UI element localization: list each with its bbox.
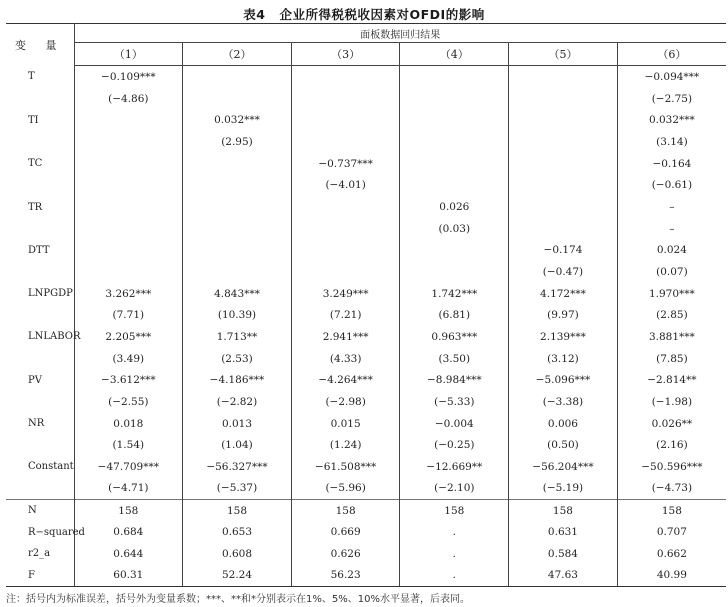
regression-table xyxy=(6,23,726,587)
coef-cell: 0.032*** xyxy=(648,114,695,127)
se-cell: (−4.71) xyxy=(74,478,183,500)
stat-cell: 0.644 xyxy=(74,543,183,565)
se-cell xyxy=(400,132,509,153)
coef-cell: 4.843*** xyxy=(183,282,292,304)
stat-cell: 158 xyxy=(74,499,183,521)
se-cell xyxy=(509,175,618,196)
coef-cell: −4.186*** xyxy=(183,369,292,391)
se-cell: (−0.61) xyxy=(651,179,693,192)
se-cell: (2.85) xyxy=(656,309,688,322)
table-row xyxy=(6,66,726,89)
table-row xyxy=(6,109,726,131)
variable-name: NR xyxy=(6,412,74,434)
coef-cell: 2.941*** xyxy=(291,326,400,348)
se-cell: (−2.82) xyxy=(183,391,292,412)
table-title-text: 企业所得税税收因素对OFDI的影响 xyxy=(279,7,485,22)
coef-cell xyxy=(291,196,400,218)
se-cell xyxy=(74,175,183,196)
table-row xyxy=(6,218,726,239)
se-cell: (−2.10) xyxy=(400,478,509,500)
se-cell xyxy=(183,88,292,109)
variable-name: LNPGDP xyxy=(6,282,74,304)
variable-name: F xyxy=(6,564,74,586)
variable-name-blank xyxy=(6,88,74,109)
se-cell: (−4.86) xyxy=(74,88,183,109)
coef-cell: −4.264*** xyxy=(291,369,400,391)
table-row xyxy=(6,521,726,543)
se-cell: (−5.37) xyxy=(183,478,292,500)
coef-cell: −0.164 xyxy=(652,157,692,170)
coef-cell: 0.032*** xyxy=(183,109,292,131)
stat-cell: . xyxy=(400,521,509,543)
stat-cell: 158 xyxy=(617,499,726,521)
se-cell: (2.53) xyxy=(183,348,292,369)
se-cell: (−2.98) xyxy=(291,391,400,412)
table-row xyxy=(6,153,726,175)
stat-cell: . xyxy=(400,543,509,565)
coef-cell: −56.327*** xyxy=(183,456,292,478)
model-header-6: （6） xyxy=(617,43,726,66)
variable-name: r2_a xyxy=(6,543,74,565)
coef-cell xyxy=(509,153,618,175)
table-row xyxy=(6,369,726,391)
coef-cell: −5.096*** xyxy=(509,369,618,391)
stat-cell: 0.631 xyxy=(509,521,618,543)
se-cell: (3.14) xyxy=(656,136,688,149)
model-header-5: （5） xyxy=(509,43,618,66)
coef-cell: 0.963*** xyxy=(400,326,509,348)
coef-cell xyxy=(74,153,183,175)
coef-cell: 3.262*** xyxy=(74,282,183,304)
coef-cell: 0.026 xyxy=(400,196,509,218)
table-row xyxy=(6,348,726,369)
coef-cell xyxy=(400,153,509,175)
coef-cell: −12.669** xyxy=(400,456,509,478)
stat-cell: 0.684 xyxy=(74,521,183,543)
se-cell: (0.03) xyxy=(400,218,509,239)
se-cell xyxy=(183,261,292,282)
table-number: 表4 xyxy=(243,7,266,22)
coef-cell xyxy=(291,239,400,261)
se-cell: (1.54) xyxy=(74,435,183,456)
table-row xyxy=(6,478,726,500)
coef-cell xyxy=(400,66,509,89)
se-cell: (−5.96) xyxy=(291,478,400,500)
table-row xyxy=(6,282,726,304)
variable-name-blank xyxy=(6,218,74,239)
panel-header: 面板数据回归结果 xyxy=(74,24,726,43)
coef-cell: 4.172*** xyxy=(509,282,618,304)
se-cell: (−2.55) xyxy=(74,391,183,412)
table-row xyxy=(6,261,726,282)
coef-cell xyxy=(74,239,183,261)
stat-cell: 0.707 xyxy=(656,526,687,539)
table-row xyxy=(6,499,726,521)
table-row xyxy=(6,196,726,218)
coef-cell xyxy=(509,109,618,131)
coef-cell xyxy=(74,196,183,218)
se-cell: (−5.33) xyxy=(400,391,509,412)
se-cell xyxy=(509,132,618,153)
se-cell xyxy=(400,175,509,196)
variable-name: R−squared xyxy=(6,521,74,543)
coef-cell: −8.984*** xyxy=(400,369,509,391)
coef-cell: −0.737*** xyxy=(291,153,400,175)
se-cell: (−4.01) xyxy=(291,175,400,196)
coef-cell: −3.612*** xyxy=(74,369,183,391)
coef-cell xyxy=(74,109,183,131)
stat-cell: 0.608 xyxy=(183,543,292,565)
variable-name-blank xyxy=(6,391,74,412)
variable-name: TR xyxy=(6,196,74,218)
se-cell: (−1.98) xyxy=(651,395,693,408)
coef-cell: 0.006 xyxy=(509,412,618,434)
model-header-4: （4） xyxy=(400,43,509,66)
variable-name: LNLABOR xyxy=(6,326,74,348)
variable-name-blank xyxy=(6,435,74,456)
se-cell: (−3.38) xyxy=(509,391,618,412)
se-cell xyxy=(509,88,618,109)
table-row xyxy=(6,456,726,478)
se-cell: (4.33) xyxy=(291,348,400,369)
coef-cell: −0.174 xyxy=(509,239,618,261)
coef-cell: 0.018 xyxy=(74,412,183,434)
table-title xyxy=(0,5,728,23)
variable-name: Constant xyxy=(6,456,74,478)
stat-cell: 60.31 xyxy=(74,564,183,586)
se-cell: (2.95) xyxy=(183,132,292,153)
table-row xyxy=(6,305,726,326)
coef-cell xyxy=(291,109,400,131)
coef-cell: −61.508*** xyxy=(291,456,400,478)
coef-cell xyxy=(183,196,292,218)
table-row xyxy=(6,175,726,196)
se-cell: (10.39) xyxy=(183,305,292,326)
variable-header: 变 量 xyxy=(6,24,74,66)
variable-name: TI xyxy=(6,109,74,131)
coef-cell: −0.109*** xyxy=(74,66,183,89)
coef-cell: −2.814** xyxy=(647,374,697,387)
variable-name: DTT xyxy=(6,239,74,261)
coef-cell: 1.970*** xyxy=(648,287,695,300)
coef-cell: 0.026** xyxy=(651,417,693,430)
stat-cell: 0.653 xyxy=(183,521,292,543)
variable-name: PV xyxy=(6,369,74,391)
se-cell: (−5.19) xyxy=(509,478,618,500)
coef-cell xyxy=(291,66,400,89)
stat-cell: 0.662 xyxy=(656,547,687,560)
table-row xyxy=(6,391,726,412)
se-cell xyxy=(183,218,292,239)
stat-cell: 0.584 xyxy=(509,543,618,565)
coef-cell: −0.094*** xyxy=(644,71,700,84)
se-cell: (3.12) xyxy=(509,348,618,369)
se-cell: (2.16) xyxy=(656,439,688,452)
se-cell: (−0.25) xyxy=(400,435,509,456)
variable-name: T xyxy=(6,66,74,89)
stat-cell: 47.63 xyxy=(509,564,618,586)
se-cell xyxy=(74,261,183,282)
variable-name-blank xyxy=(6,478,74,500)
coef-cell: 1.713** xyxy=(183,326,292,348)
se-cell: (7.85) xyxy=(656,352,688,365)
table-row xyxy=(6,412,726,434)
coef-cell: −50.596*** xyxy=(641,460,703,473)
table-note: 注：括号内为标准误差，括号外为变量系数；***、**和*分别表示在1%、5%、10%水平显著，后表同。 xyxy=(6,594,470,605)
coef-cell: 0.015 xyxy=(291,412,400,434)
se-cell xyxy=(291,132,400,153)
variable-name: N xyxy=(6,499,74,521)
coef-cell: 0.024 xyxy=(656,244,687,257)
se-cell: (3.50) xyxy=(400,348,509,369)
table-row xyxy=(6,239,726,261)
stat-cell: 56.23 xyxy=(291,564,400,586)
stat-cell: 158 xyxy=(183,499,292,521)
stat-cell: . xyxy=(400,564,509,586)
coef-cell: −56.204*** xyxy=(509,456,618,478)
se-cell: (6.81) xyxy=(400,305,509,326)
se-cell: (0.07) xyxy=(656,265,688,278)
variable-name-blank xyxy=(6,132,74,153)
table-row xyxy=(6,132,726,153)
coef-cell: – xyxy=(669,201,675,214)
stat-cell: 40.99 xyxy=(617,564,726,586)
coef-cell xyxy=(183,66,292,89)
se-cell xyxy=(74,132,183,153)
coef-cell: 0.013 xyxy=(183,412,292,434)
stat-cell: 158 xyxy=(509,499,618,521)
model-header-3: （3） xyxy=(291,43,400,66)
coef-cell: −47.709*** xyxy=(74,456,183,478)
se-cell: (−2.75) xyxy=(651,92,693,105)
coef-cell: 2.205*** xyxy=(74,326,183,348)
se-cell: (7.21) xyxy=(291,305,400,326)
se-cell: (0.50) xyxy=(509,435,618,456)
se-cell: (3.49) xyxy=(74,348,183,369)
se-cell: (9.97) xyxy=(509,305,618,326)
variable-name-blank xyxy=(6,348,74,369)
variable-name-blank xyxy=(6,261,74,282)
se-cell xyxy=(400,261,509,282)
coef-cell xyxy=(183,239,292,261)
coef-cell xyxy=(509,66,618,89)
coef-cell xyxy=(400,109,509,131)
se-cell: (1.04) xyxy=(183,435,292,456)
se-cell: (1.24) xyxy=(291,435,400,456)
se-cell: (−0.47) xyxy=(509,261,618,282)
stat-cell: 0.669 xyxy=(291,521,400,543)
stat-cell: 158 xyxy=(400,499,509,521)
coef-cell xyxy=(509,196,618,218)
coef-cell: 3.881*** xyxy=(648,330,695,343)
coef-cell xyxy=(400,239,509,261)
table-row xyxy=(6,564,726,586)
model-header-2: （2） xyxy=(183,43,292,66)
se-cell: (7.71) xyxy=(74,305,183,326)
se-cell xyxy=(509,218,618,239)
model-header-1: （1） xyxy=(74,43,183,66)
se-cell xyxy=(291,261,400,282)
se-cell xyxy=(291,88,400,109)
coef-cell: 3.249*** xyxy=(291,282,400,304)
table-row xyxy=(6,435,726,456)
variable-name: TC xyxy=(6,153,74,175)
se-cell xyxy=(291,218,400,239)
table-row xyxy=(6,543,726,565)
table-row xyxy=(6,326,726,348)
stat-cell: 158 xyxy=(291,499,400,521)
se-cell xyxy=(183,175,292,196)
se-cell xyxy=(74,218,183,239)
stat-cell: 52.24 xyxy=(183,564,292,586)
coef-cell: −0.004 xyxy=(400,412,509,434)
se-cell: – xyxy=(669,222,675,235)
table-row xyxy=(6,88,726,109)
coef-cell: 2.139*** xyxy=(509,326,618,348)
coef-cell: 1.742*** xyxy=(400,282,509,304)
coef-cell xyxy=(183,153,292,175)
se-cell xyxy=(400,88,509,109)
se-cell: (−4.73) xyxy=(651,482,693,495)
variable-name-blank xyxy=(6,305,74,326)
variable-name-blank xyxy=(6,175,74,196)
stat-cell: 0.626 xyxy=(291,543,400,565)
